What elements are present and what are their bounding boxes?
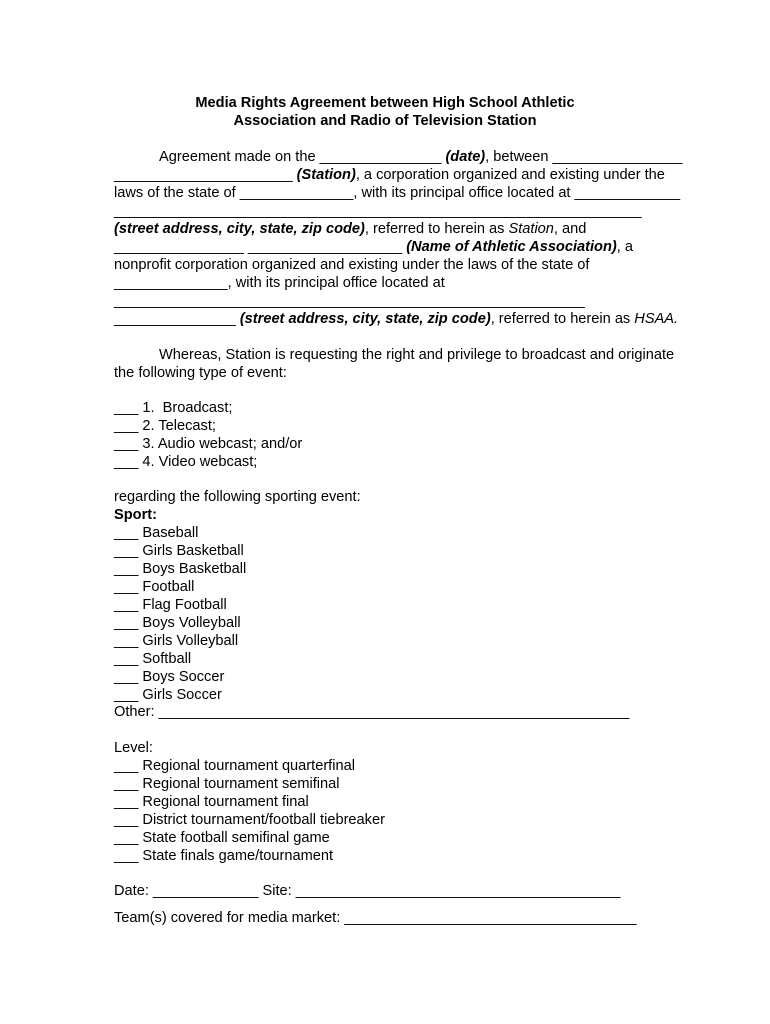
address-placeholder-label: (street address, city, state, zip code): [114, 221, 365, 237]
sport-item: ___ Girls Soccer: [114, 687, 222, 703]
date-placeholder-label: (date): [445, 149, 486, 165]
intro-text: , between ________________: [485, 149, 683, 165]
station-term: Station: [508, 221, 554, 237]
whereas-line-1: Whereas, Station is requesting the right and privilege to broadcast and originate: [159, 347, 675, 363]
association-placeholder-label: (Name of Athletic Association): [406, 239, 617, 255]
sport-item: ___ Baseball: [114, 525, 199, 541]
level-item: ___ Regional tournament quarterfinal: [114, 758, 355, 774]
teams-covered-field: Team(s) covered for media market: ____________________________________: [114, 910, 637, 926]
level-item: ___ State football semifinal game: [114, 830, 330, 846]
level-item: ___ Regional tournament final: [114, 794, 309, 810]
sport-item: ___ Flag Football: [114, 597, 227, 613]
sport-item: ___ Softball: [114, 651, 192, 667]
document-title-line-1: Media Rights Agreement between High School Athletic: [195, 95, 575, 111]
intro-text: Agreement made on the _______________: [159, 149, 446, 165]
intro-text: , a corporation organized and existing under the: [355, 167, 665, 183]
intro-text: _______________: [114, 311, 240, 327]
intro-line-7: nonprofit corporation organized and existing under the laws of the state of: [114, 257, 590, 273]
intro-line-9: __________________________________________________________: [114, 293, 585, 309]
sport-heading: Sport:: [114, 507, 157, 523]
level-item: ___ State finals game/tournament: [114, 848, 334, 864]
intro-line-4: _________________________________________________________________: [114, 203, 642, 219]
intro-line-2: [114, 166, 665, 184]
intro-text: ________________ ___________________: [114, 239, 407, 255]
intro-line-1: [159, 148, 682, 166]
intro-text: , referred to herein as: [490, 311, 635, 327]
event-type-item: ___ 1. Broadcast;: [114, 400, 233, 416]
intro-line-6: [114, 238, 633, 256]
sport-item: ___ Boys Basketball: [114, 561, 247, 577]
sport-item: ___ Boys Soccer: [114, 669, 225, 685]
document-title-line-2: Association and Radio of Television Station: [233, 113, 537, 129]
intro-text: ______________________: [114, 167, 297, 183]
intro-text: , referred to herein as: [364, 221, 509, 237]
event-type-item: ___ 2. Telecast;: [114, 418, 216, 434]
event-type-item: ___ 3. Audio webcast; and/or: [114, 436, 303, 452]
intro-text: , a: [616, 239, 633, 255]
intro-text: , and: [553, 221, 587, 237]
sport-item: ___ Football: [114, 579, 195, 595]
sport-item: ___ Girls Basketball: [114, 543, 244, 559]
address-placeholder-label: (street address, city, state, zip code): [239, 311, 491, 327]
intro-line-8: ______________, with its principal office located at: [114, 275, 445, 291]
level-item: ___ District tournament/football tiebreaker: [114, 812, 385, 828]
whereas-line-2: the following type of event:: [114, 365, 287, 381]
sport-item: ___ Girls Volleyball: [114, 633, 239, 649]
sport-other-field: Other: __________________________________________________________: [114, 704, 630, 720]
intro-line-10: [114, 310, 678, 328]
date-site-field: Date: _____________ Site: ________________________________________: [114, 883, 621, 899]
station-placeholder-label: (Station): [296, 167, 356, 183]
event-type-item: ___ 4. Video webcast;: [114, 454, 258, 470]
hsaa-term: HSAA.: [634, 311, 679, 327]
level-heading: Level:: [114, 740, 153, 756]
sport-item: ___ Boys Volleyball: [114, 615, 241, 631]
sport-intro: regarding the following sporting event:: [114, 489, 361, 505]
intro-line-3: laws of the state of ______________, with its principal office located at _____________: [114, 185, 681, 201]
intro-line-5: [114, 220, 586, 238]
level-item: ___ Regional tournament semifinal: [114, 776, 340, 792]
